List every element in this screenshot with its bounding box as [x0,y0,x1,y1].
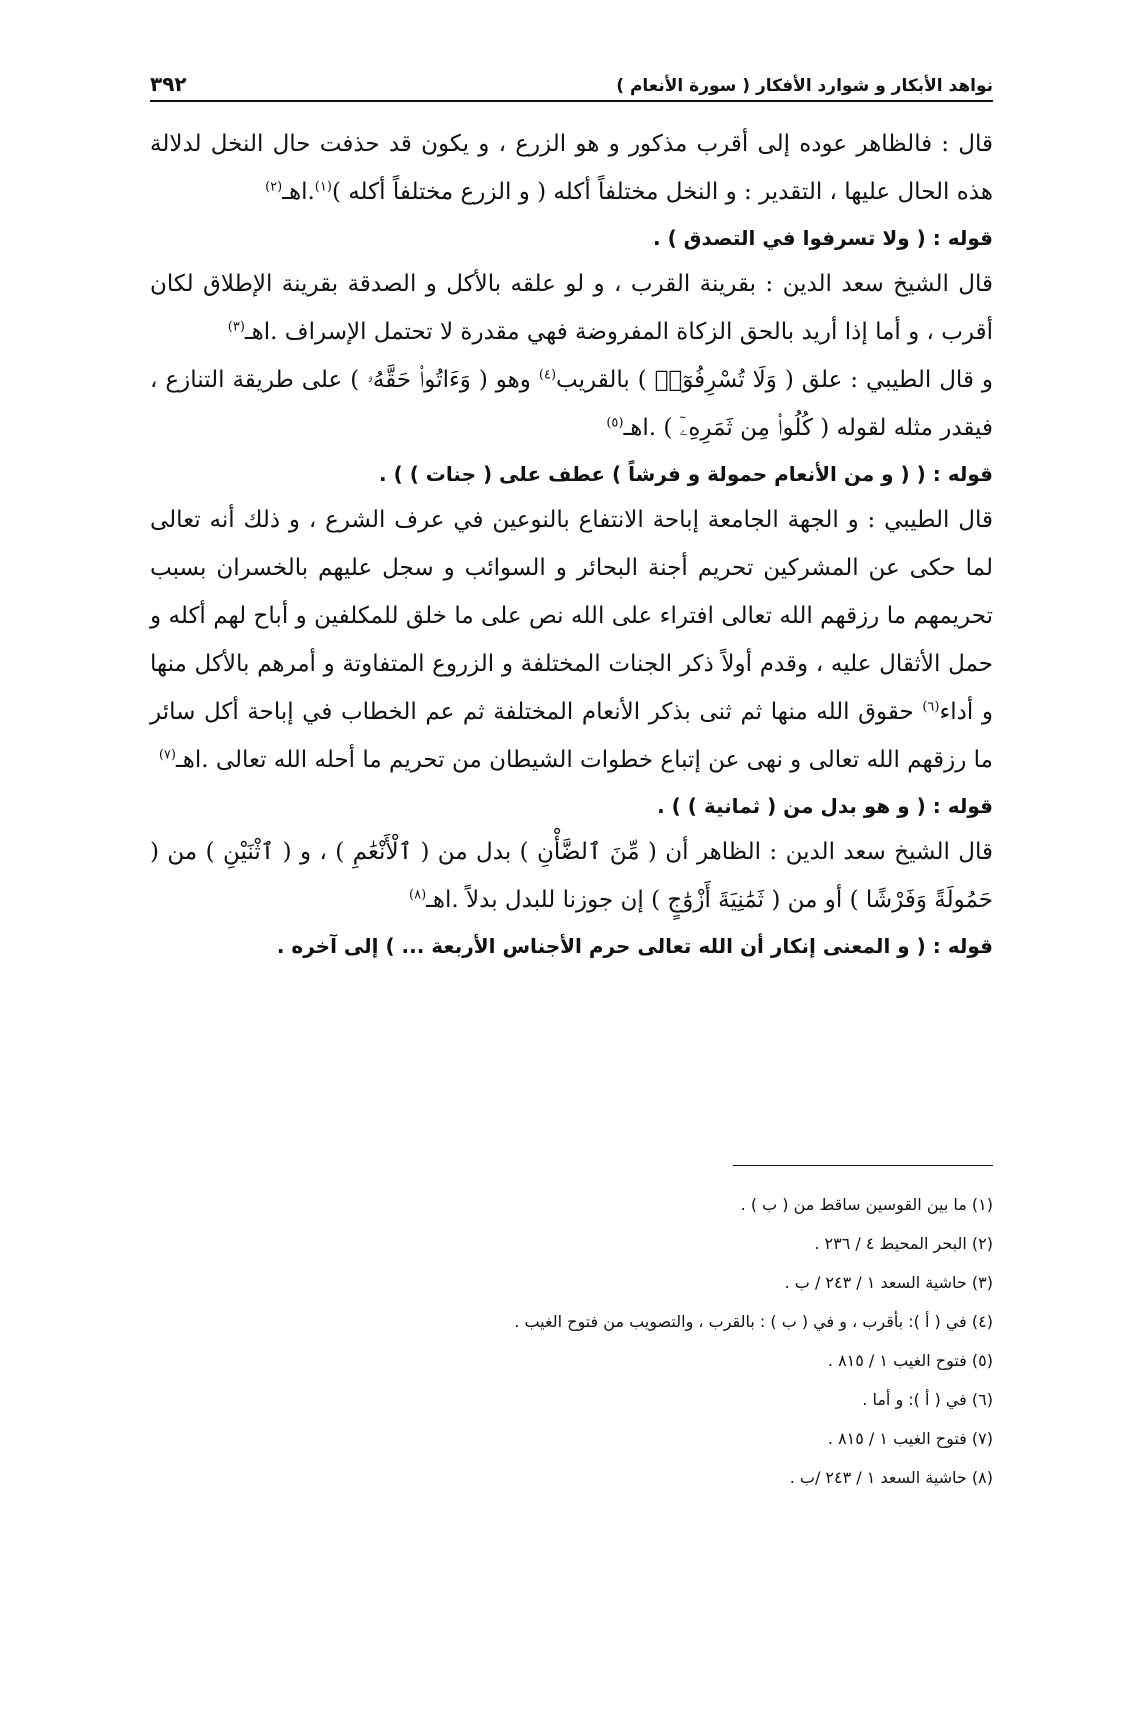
footnote-5: (٥) فتوح الغيب ١ / ٨١٥ . [827,1351,993,1370]
page-number: ٣٩٢ [150,72,187,96]
paragraph-2-text: قال الشيخ سعد الدين : بقرينة القرب ، و لو علقه بالأكل و الصدقة بقرينة الإطلاق لكان أقرب ، و أما إذا أريد بالحق الزكاة المفروضة فهي مقدرة لا تحتمل الإسراف .اهـ [150,271,993,345]
heading-qawl-3: قوله : ( و هو بدل من ( ثمانية ) ) . [657,794,993,818]
paragraph-4-text-b: حقوق الله منها ثم ثنى بذكر الأنعام المختلفة ثم عم الخطاب في إباحة أكل سائر ما رزقهم الله تعالى و نهى عن إتباع خطوات الشيطان من تحريم ما أحله الله تعالى .اهـ [150,699,993,773]
paragraph-1-end: .اهـ [282,179,315,205]
paragraph-5-text: قال الشيخ سعد الدين : الظاهر أن ( مِّنَ ٱلضَّأْنِ ) بدل من ( ٱلْأَنْعَٰمِ ) ، و ( ٱثْنَيْنِ ) من ( حَمُولَةً وَفَرْشًا ) أو من ( ثَمَٰنِيَةَ أَزْوَٰجٍ ) إن جوزنا للبدل بدلاً .اهـ [150,839,993,913]
paragraph-3 [150,356,993,452]
heading-qawl-4: قوله : ( و المعنى إنكار أن الله تعالى حرم الأجناس الأربعة ... ) إلى آخره . [276,934,993,958]
paragraph-5 [150,828,993,924]
footnote-ref-8: (٨) [409,887,427,903]
heading-qawl-1: قوله : ( ولا تسرفوا في التصدق ) . [653,226,993,250]
footnote-ref-6: (٦) [922,699,940,715]
paragraph-3-text-a: و قال الطيبي : علق ( وَلَا تُسْرِفُوٓا۟ ) بالقريب [556,367,993,393]
paragraph-4-text-a: قال الطيبي : و الجهة الجامعة إباحة الانتفاع بالنوعين في عرف الشرع ، و ذلك أنه تعالى لما حكى عن المشركين تحريم أجنة البحائر و السوائب و سجل عليهم بالخسران بسبب تحريمهم ما رزقهم الله تعالى افتراء على الله نص على ما خلق للمكلفين و أباح لهم أكله و حمل الأثقال عليه ، وقدم أولاً ذكر الجنات المختلفة و الزروع المتفاوتة و أمرهم بالأكل منها و أداء [150,507,993,725]
footnote-3: (٣) حاشية السعد ١ / ٢٤٣ / ب . [784,1273,993,1292]
main-text [150,120,993,968]
footnote-ref-7: (٧) [158,747,176,763]
footnotes [150,1185,993,1497]
book-title: نواهد الأبكار و شوارد الأفكار ( سورة الأنعام ) [616,76,993,96]
footnote-6: (٦) في ( أ ): و أما . [862,1390,993,1409]
paragraph-4 [150,496,993,784]
footnote-ref-3: (٣) [227,319,245,335]
paragraph-2 [150,260,993,356]
footnote-4: (٤) في ( أ ): بأقرب ، و في ( ب ) : بالقرب ، والتصويب من فتوح الغيب . [514,1312,993,1331]
paragraph-1-text: قال : فالظاهر عوده إلى أقرب مذكور و هو الزرع ، و يكون قد حذفت حال النخل لدلالة هذه الحال عليها ، التقدير : و النخل مختلفاً أكله ( و الزرع مختلفاً أكله ) [150,131,993,205]
paragraph-3-text-b: وهو ( وَءَاتُوا۟ حَقَّهُۥ ) على طريقة التنازع ، فيقدر مثله لقوله ( كُلُوا۟ مِن ثَمَرِهِۦٓ ) .اهـ [150,367,993,441]
paragraph-1 [150,120,993,216]
footnote-8: (٨) حاشية السعد ١ / ٢٤٣ /ب . [789,1468,993,1487]
footnote-ref-1: (١) [314,179,332,195]
footnote-ref-2: (٢) [265,179,283,195]
footnote-7: (٧) فتوح الغيب ١ / ٨١٥ . [827,1429,993,1448]
footnote-separator [733,1165,993,1166]
footnote-1: (١) ما بين القوسين ساقط من ( ب ) . [740,1195,993,1214]
footnote-ref-5: (٥) [606,415,624,431]
heading-qawl-2: قوله : ( ( و من الأنعام حمولة و فرشاً ) عطف على ( جنات ) ) . [379,462,993,486]
footnote-ref-4: (٤) [538,367,557,383]
footnote-2: (٢) البحر المحيط ٤ / ٢٣٦ . [814,1234,993,1253]
running-header [150,66,993,102]
